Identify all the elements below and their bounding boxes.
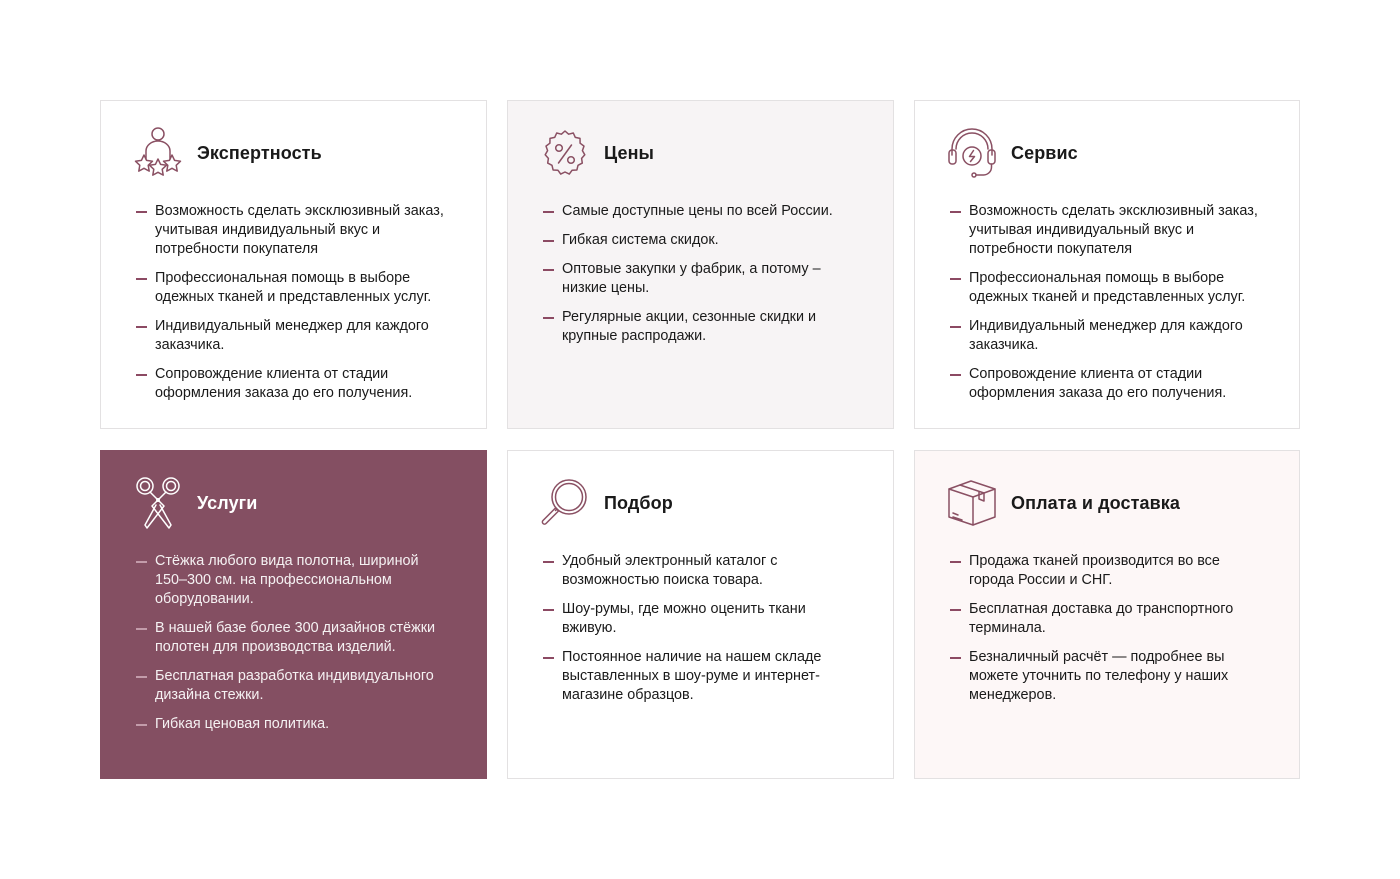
list-item: Стёжка любого вида полотна, шириной 150–300 см. на профессиональном оборудовании. xyxy=(131,552,458,609)
card-header xyxy=(131,125,458,181)
card-title: Подбор xyxy=(604,492,673,513)
feature-list xyxy=(945,202,1271,403)
card-service xyxy=(914,100,1300,429)
list-item: Регулярные акции, сезонные скидки и крупные распродажи. xyxy=(538,308,865,346)
card-prices xyxy=(507,100,894,429)
card-title: Экспертность xyxy=(197,142,322,163)
list-item: В нашей базе более 300 дизайнов стёжки полотен для производства изделий. xyxy=(131,619,458,657)
list-item: Сопровождение клиента от стадии оформления заказа до его получения. xyxy=(945,365,1271,403)
list-item: Удобный электронный каталог с возможностью поиска товара. xyxy=(538,552,865,590)
card-header xyxy=(945,475,1271,531)
expert-stars-icon xyxy=(131,125,185,181)
box-icon xyxy=(945,475,999,531)
list-item: Индивидуальный менеджер для каждого заказчика. xyxy=(131,317,458,355)
list-item: Безналичный расчёт — подробнее вы можете уточнить по телефону у наших менеджеров. xyxy=(945,648,1271,705)
list-item: Гибкая ценовая политика. xyxy=(131,715,458,734)
headset-icon xyxy=(945,125,999,181)
list-item: Шоу-румы, где можно оценить ткани вживую. xyxy=(538,600,865,638)
card-selection xyxy=(507,450,894,779)
card-expertise xyxy=(100,100,487,429)
card-title: Услуги xyxy=(197,492,258,513)
list-item: Постоянное наличие на нашем складе выставленных в шоу-руме и интернет-магазине образцов. xyxy=(538,648,865,705)
list-item: Возможность сделать эксклюзивный заказ, учитывая индивидуальный вкус и потребности покупателя xyxy=(945,202,1271,259)
list-item: Профессиональная помощь в выборе одежных тканей и представленных услуг. xyxy=(945,269,1271,307)
list-item: Бесплатная разработка индивидуального дизайна стежки. xyxy=(131,667,458,705)
card-payment-delivery xyxy=(914,450,1300,779)
list-item: Оптовые закупки у фабрик, а потому – низкие цены. xyxy=(538,260,865,298)
feature-list xyxy=(538,552,865,705)
feature-list xyxy=(538,202,865,346)
features-grid xyxy=(100,100,1300,779)
card-title: Сервис xyxy=(1011,142,1078,163)
card-header xyxy=(538,125,865,181)
feature-list xyxy=(131,552,458,734)
feature-list xyxy=(945,552,1271,705)
feature-list xyxy=(131,202,458,403)
list-item: Продажа тканей производится во все города России и СНГ. xyxy=(945,552,1271,590)
list-item: Индивидуальный менеджер для каждого заказчика. xyxy=(945,317,1271,355)
card-header xyxy=(945,125,1271,181)
card-header xyxy=(538,475,865,531)
list-item: Сопровождение клиента от стадии оформления заказа до его получения. xyxy=(131,365,458,403)
list-item: Возможность сделать эксклюзивный заказ, учитывая индивидуальный вкус и потребности покупателя xyxy=(131,202,458,259)
percent-badge-icon xyxy=(538,125,592,181)
list-item: Гибкая система скидок. xyxy=(538,231,865,250)
card-title: Цены xyxy=(604,142,655,163)
card-title: Оплата и доставка xyxy=(1011,492,1181,513)
card-services-offer xyxy=(100,450,487,779)
scissors-icon xyxy=(131,475,185,531)
card-header xyxy=(131,475,458,531)
list-item: Профессиональная помощь в выборе одежных тканей и представленных услуг. xyxy=(131,269,458,307)
magnifier-icon xyxy=(538,475,592,531)
list-item: Самые доступные цены по всей России. xyxy=(538,202,865,221)
list-item: Бесплатная доставка до транспортного терминала. xyxy=(945,600,1271,638)
